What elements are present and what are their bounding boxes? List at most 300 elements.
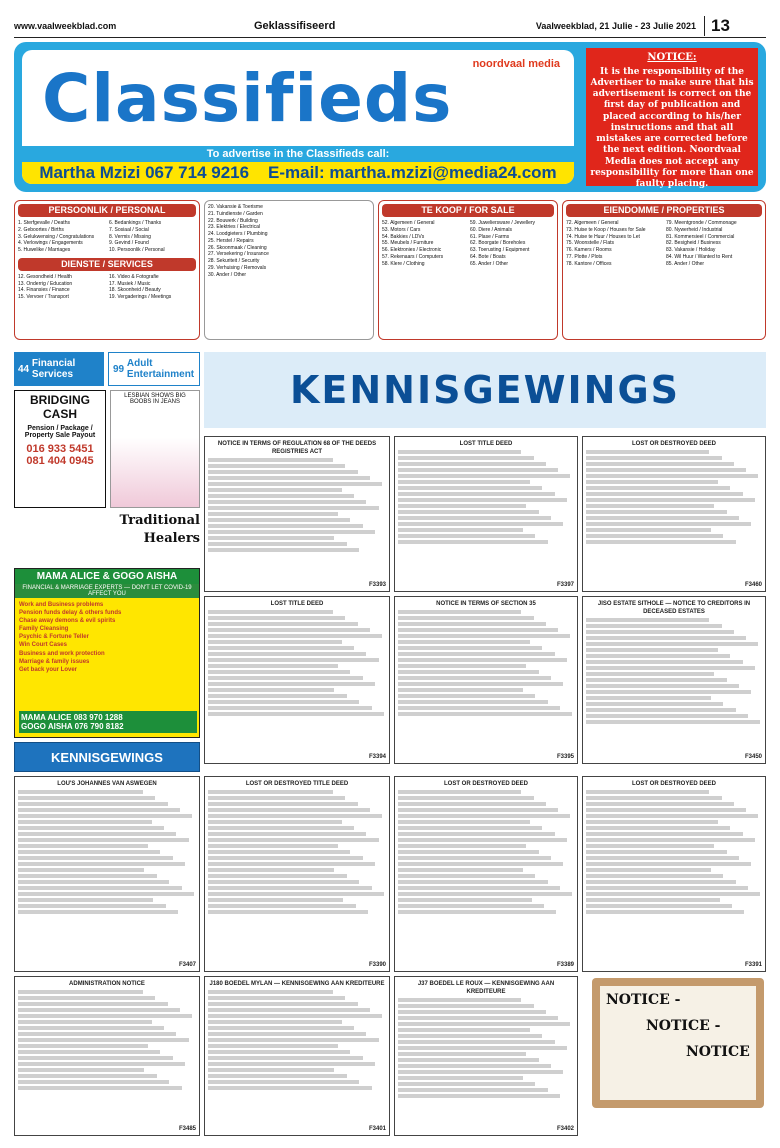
notice-text-line xyxy=(18,1038,189,1042)
notice-text-line xyxy=(18,1008,180,1012)
legal-notice xyxy=(204,436,390,592)
index-item: 72. Algemeen / General xyxy=(566,220,619,226)
notice-text-line xyxy=(18,1032,176,1036)
notice-text-line xyxy=(586,672,714,676)
notice-text-line xyxy=(398,480,530,484)
notice-text-line xyxy=(586,480,718,484)
notice-text-line xyxy=(586,898,720,902)
index-item: 29. Verhuising / Removals xyxy=(208,264,267,271)
index-item: 78. Kantore / Offices xyxy=(566,260,612,267)
financial-services-header[interactable] xyxy=(14,352,104,386)
notice-text-line xyxy=(18,832,176,836)
notice-text-line xyxy=(208,548,359,552)
notice-text-line xyxy=(586,844,714,848)
mama-service-item: Get back your Lover xyxy=(19,666,78,673)
notice-text-line xyxy=(208,524,363,528)
notice-text-line xyxy=(398,1010,546,1014)
notice-text-line xyxy=(586,528,711,532)
notice-text-line xyxy=(398,844,526,848)
notice-text-line xyxy=(586,522,751,526)
index-item: 14. Finansies / Finance xyxy=(18,287,70,294)
index-item: 5. Huwelike / Marriages xyxy=(18,247,71,253)
notice-text-line xyxy=(586,714,748,718)
contact-name[interactable]: Martha Mzizi 067 714 9216 xyxy=(39,163,250,182)
index-properties xyxy=(562,200,766,340)
notice-text-line xyxy=(18,808,180,812)
notice-text-line xyxy=(586,690,751,694)
notice-text-line xyxy=(208,1062,375,1066)
notice-text-line xyxy=(586,814,758,818)
legal-notice xyxy=(394,596,578,764)
notice-heading: J37 BOEDEL LE ROUX — KENNISGEWING AAN KREDITEURE xyxy=(417,981,555,996)
kennisgewings-banner xyxy=(204,352,766,428)
notice-heading: LOST OR DESTROYED DEED xyxy=(631,781,716,787)
notice-text-line xyxy=(208,838,379,842)
notice-text-line xyxy=(398,504,526,508)
mama-services-list xyxy=(15,598,199,677)
notice-text-line xyxy=(208,826,354,830)
notice-text-line xyxy=(398,898,532,902)
notice-text-line xyxy=(398,910,556,914)
notice-text-line xyxy=(586,832,743,836)
notice-text-line xyxy=(18,898,153,902)
notice-reference: F3395 xyxy=(556,753,574,760)
notice-text-line xyxy=(586,474,758,478)
kennisgewings-small-banner: KENNISGEWINGS xyxy=(14,742,200,772)
notice-heading: LOST TITLE DEED xyxy=(270,601,324,607)
notice-text-line xyxy=(208,874,347,878)
notice-text-line xyxy=(18,820,152,824)
notice-text-line xyxy=(208,640,342,644)
notice-text-line xyxy=(398,1028,530,1032)
notice-text-line xyxy=(586,802,734,806)
notice-text-line xyxy=(208,1056,363,1060)
notice-text-line xyxy=(208,796,345,800)
notice-board-illustration xyxy=(592,978,764,1108)
notice-text-line xyxy=(208,844,338,848)
notice-text: It is the responsibility of the Advertiser to make sure that his advertisement is correct on the first day of publication and placed according to his/her instructions and that all mistakes are corrected before the next edition. Noordvaal Media does not accept any responsibility for more than one faulty placing. xyxy=(590,66,754,189)
notice-reference: F3402 xyxy=(556,1125,574,1132)
lesbian-shows-ad[interactable] xyxy=(110,390,200,508)
notice-text-line xyxy=(208,1014,382,1018)
index-item: 24. Loodgieters / Plumbing xyxy=(208,231,268,237)
index-item: 61. Plase / Farms xyxy=(470,233,510,240)
notice-text-line xyxy=(208,658,379,662)
notice-reference: F3450 xyxy=(744,753,762,760)
notice-text-line xyxy=(398,540,548,544)
notice-text-line xyxy=(208,808,370,812)
notice-text-line xyxy=(208,536,334,540)
notice-text-line xyxy=(208,610,333,614)
notice-text-line xyxy=(398,1040,555,1044)
notice-text-line xyxy=(398,1082,535,1086)
index-item: 74. Huise te Huur / Houses to Let xyxy=(566,233,640,240)
notice-text-line xyxy=(586,904,732,908)
notice-heading: ADMINISTRATION NOTICE xyxy=(69,981,145,987)
notice-text-line xyxy=(208,676,363,680)
bridging-cash-ad[interactable] xyxy=(14,390,106,508)
notice-heading: JISO ESTATE SITHOLE — NOTICE TO CREDITORS IN DECEASED ESTATES xyxy=(597,601,751,616)
index-item: 80. Nywerheid / Industrial xyxy=(666,226,723,233)
notice-text-line xyxy=(398,904,544,908)
mama-service-item: Win Court Cases xyxy=(19,642,67,649)
notice-text-line xyxy=(398,874,535,878)
mama-sub: FINANCIAL & MARRIAGE EXPERTS — DON'T LET COVID-19 AFFECT YOU xyxy=(15,584,199,598)
notice-text-line xyxy=(398,706,560,710)
financial-label: Financial Services xyxy=(31,358,76,380)
adult-label: Adult Entertainment xyxy=(126,358,195,380)
bridging-phone-2[interactable]: 081 404 0945 xyxy=(26,455,94,467)
notice-text-line xyxy=(18,826,164,830)
notice-text-line xyxy=(208,1020,342,1024)
notice-text-line xyxy=(18,868,144,872)
notice-board-paper xyxy=(600,986,756,1100)
notice-text-line xyxy=(398,802,546,806)
notice-reference: F3394 xyxy=(368,753,386,760)
notice-text-line xyxy=(18,850,160,854)
notice-text-line xyxy=(18,1080,169,1084)
notice-text-line xyxy=(18,880,169,884)
notice-text-line xyxy=(18,802,168,806)
notice-text-line xyxy=(586,696,711,700)
notice-text-line xyxy=(208,634,382,638)
index-services-title: DIENSTE / SERVICES xyxy=(18,258,196,271)
notice-text-line xyxy=(18,1014,192,1018)
notice-text-line xyxy=(208,518,350,522)
notice-text-line xyxy=(398,688,523,692)
index-item: 75. Woonstelle / Flats xyxy=(566,240,614,247)
notice-text-line xyxy=(398,640,530,644)
notice-text-line xyxy=(398,856,551,860)
nb-line-3: NOTICE xyxy=(686,1044,750,1060)
notice-text-line xyxy=(398,486,542,490)
notice-text-line xyxy=(18,1050,160,1054)
notice-text-line xyxy=(18,1056,173,1060)
notice-text-line xyxy=(586,492,743,496)
notice-text-line xyxy=(586,868,711,872)
legal-notice xyxy=(394,776,578,972)
notice-text-line xyxy=(398,492,555,496)
notice-text-line xyxy=(18,814,192,818)
notice-text-line xyxy=(398,868,523,872)
notice-text-line xyxy=(18,874,157,878)
page-number: 13 xyxy=(704,16,730,36)
index-item: 73. Huise te Koop / Houses for Sale xyxy=(566,226,646,233)
notice-reference: F3397 xyxy=(556,581,574,588)
notice-reference: F3391 xyxy=(744,961,762,968)
index-item: 1. Sterfgevalle / Deaths xyxy=(18,220,70,226)
notice-text-line xyxy=(208,880,359,884)
notice-text-line xyxy=(18,838,189,842)
notice-text-line xyxy=(398,1016,558,1020)
classifieds-banner xyxy=(14,42,766,192)
notice-heading: LOST TITLE DEED xyxy=(459,441,513,447)
mama-service-item: Chase away demons & evil spirits xyxy=(19,618,116,625)
notice-reference: F3389 xyxy=(556,961,574,968)
mama-alice-ad[interactable] xyxy=(14,568,200,738)
index-item: 16. Video & Fotografie xyxy=(109,273,159,280)
nb-line-2: NOTICE - xyxy=(646,1018,721,1034)
notice-heading: LOST OR DESTROYED TITLE DEED xyxy=(245,781,349,787)
notice-text-line xyxy=(18,990,143,994)
notice-text-line xyxy=(398,616,534,620)
notice-text-line xyxy=(208,646,354,650)
notice-text-line xyxy=(208,506,379,510)
classifieds-title: Classifieds xyxy=(42,60,453,137)
notice-text-line xyxy=(586,880,736,884)
mama-service-item: Psychic & Fortune Teller xyxy=(19,634,89,641)
notice-text-line xyxy=(398,462,546,466)
index-item: 7. Sosiaal / Social xyxy=(109,226,149,233)
notice-text-line xyxy=(586,874,723,878)
index-item: 23. Elektries / Electrical xyxy=(208,224,260,231)
index-item: 10. Persoonlik / Personal xyxy=(109,247,165,253)
notice-text-line xyxy=(208,628,370,632)
traditional-healers-header xyxy=(110,512,200,562)
notice-text-line xyxy=(18,1044,148,1048)
adult-entertainment-header[interactable] xyxy=(108,352,200,386)
index-item: 8. Vermis / Missing xyxy=(109,233,151,240)
notice-text-line xyxy=(586,708,736,712)
section-name: Geklassifiseerd xyxy=(254,19,336,32)
legal-notice xyxy=(582,776,766,972)
notice-text-line xyxy=(398,880,548,884)
mama-phone-1[interactable]: MAMA ALICE 083 970 1288 xyxy=(21,713,123,722)
notice-text-line xyxy=(208,868,334,872)
notice-text-line xyxy=(208,542,347,546)
index-item: 58. Klere / Clothing xyxy=(382,260,425,267)
notice-text-line xyxy=(586,540,736,544)
notice-text-line xyxy=(398,712,572,716)
notice-text-line xyxy=(398,468,558,472)
notice-text-line xyxy=(18,1002,168,1006)
advertise-label: To advertise in the Classifieds call: xyxy=(22,146,574,162)
notice-text-line xyxy=(398,998,521,1002)
notice-text-line xyxy=(398,1046,567,1050)
index-item: 76. Kamers / Rooms xyxy=(566,247,612,253)
index-item: 56. Elektronies / Electronic xyxy=(382,247,442,253)
notice-text-line xyxy=(208,996,345,1000)
mama-title: MAMA ALICE & GOGO AISHA xyxy=(15,569,199,584)
notice-text-line xyxy=(398,1022,570,1026)
notice-text-line xyxy=(398,646,542,650)
mama-service-item: Family Cleansing xyxy=(19,626,69,633)
notice-text-line xyxy=(586,630,734,634)
notice-text-line xyxy=(398,694,535,698)
index-item: 62. Boorgate / Boreholes xyxy=(470,240,526,247)
notice-text-line xyxy=(398,622,546,626)
notice-text-line xyxy=(208,820,342,824)
nb-line-1: NOTICE - xyxy=(606,992,681,1008)
notice-text-line xyxy=(208,1008,370,1012)
notice-text-line xyxy=(398,862,563,866)
notice-text-line xyxy=(208,886,372,890)
notice-text-line xyxy=(208,898,343,902)
notice-heading: LOST OR DESTROYED DEED xyxy=(443,781,528,787)
mama-phone-2[interactable]: GOGO AISHA 076 790 8182 xyxy=(21,722,124,731)
index-item: 22. Bouwerk / Building xyxy=(208,217,258,224)
notice-text-line xyxy=(398,534,535,538)
index-item: 18. Skoonheid / Beauty xyxy=(109,287,161,294)
notice-text-line xyxy=(398,1052,526,1056)
index-item: 20. Vakansie & Toerisme xyxy=(208,204,263,210)
site-url[interactable]: www.vaalweekblad.com xyxy=(14,20,117,31)
notice-text-line xyxy=(398,682,563,686)
notice-text-line xyxy=(586,654,730,658)
legal-notice xyxy=(582,436,766,592)
notice-text-line xyxy=(586,826,730,830)
notice-text-line xyxy=(398,1094,560,1098)
notice-text-line xyxy=(586,838,755,842)
legal-notice xyxy=(14,976,200,1136)
notice-heading: LOU'S JOHANNES VAN ASWEGEN xyxy=(57,781,157,787)
notice-text-line xyxy=(208,904,356,908)
notice-text-line xyxy=(398,820,530,824)
index-item: 81. Kommersieel / Commercial xyxy=(666,233,735,240)
legal-notice xyxy=(14,776,200,972)
index-personal xyxy=(14,200,200,340)
notice-text-line xyxy=(398,670,539,674)
brand-logo: noordvaal media xyxy=(472,58,560,70)
notice-text-line xyxy=(208,482,382,486)
category-headers xyxy=(14,352,200,386)
notice-text-line xyxy=(208,706,372,710)
notice-text-line xyxy=(208,1068,334,1072)
notice-text-line xyxy=(208,832,366,836)
index-item: 59. Juweliersware / Jewellery xyxy=(470,220,536,226)
mama-service-item: Marriage & family issues xyxy=(19,658,90,665)
notice-text-line xyxy=(208,494,354,498)
notice-text-line xyxy=(586,666,755,670)
index-item: 63. Toerusting / Equipment xyxy=(470,247,530,253)
notice-text-line xyxy=(208,688,334,692)
notice-text-line xyxy=(18,796,155,800)
notice-text-line xyxy=(398,522,563,526)
notice-text-line xyxy=(398,1004,534,1008)
notice-text-line xyxy=(586,796,722,800)
index-item: 13. Onderrig / Education xyxy=(18,280,73,287)
contact-line xyxy=(22,162,574,184)
banner-inner xyxy=(22,50,574,184)
index-item: 26. Skoonmaak / Cleaning xyxy=(208,244,267,251)
legal-notice xyxy=(582,596,766,764)
notice-text-line xyxy=(586,648,718,652)
bridging-phone-1[interactable]: 016 933 5451 xyxy=(26,443,94,455)
index-item: 79. Meentgronde / Commonage xyxy=(666,220,737,226)
notice-heading: J180 BOEDEL MYLAN — KENNISGEWING AAN KREDITEURE xyxy=(209,981,385,987)
notice-text-line xyxy=(398,450,521,454)
notice-text-line xyxy=(18,1068,144,1072)
notice-text-line xyxy=(208,1086,372,1090)
notice-text-line xyxy=(586,720,760,724)
notice-text-line xyxy=(18,904,166,908)
notice-text-line xyxy=(398,790,521,794)
notice-text-line xyxy=(398,634,570,638)
notice-title: NOTICE: xyxy=(647,52,697,63)
index-item: 52. Algemeen / General xyxy=(382,220,435,226)
notice-text-line xyxy=(398,1058,539,1062)
notice-text-line xyxy=(586,808,746,812)
notice-text-line xyxy=(398,498,567,502)
notice-text-line xyxy=(208,862,375,866)
notice-text-line xyxy=(398,808,558,812)
notice-text-line xyxy=(586,820,718,824)
notice-text-line xyxy=(18,844,148,848)
notice-text-line xyxy=(586,862,751,866)
notice-text-line xyxy=(398,826,542,830)
notice-text-line xyxy=(208,1032,366,1036)
notice-reference: F3460 xyxy=(744,581,762,588)
notice-text-line xyxy=(18,1020,152,1024)
mama-phones xyxy=(19,711,197,733)
notice-reference: F3393 xyxy=(368,581,386,588)
contact-email[interactable]: E-mail: martha.mzizi@media24.com xyxy=(268,163,557,182)
index-item: 54. Bakkies / LDVs xyxy=(382,233,425,240)
notice-text-line xyxy=(586,790,709,794)
notice-text-line xyxy=(398,664,526,668)
notice-text-line xyxy=(18,1074,157,1078)
notice-text-line xyxy=(398,676,551,680)
mama-service-item: Pension funds delay & others funds xyxy=(19,610,122,617)
notice-text-line xyxy=(586,678,727,682)
mama-service-item: Business and work protection xyxy=(19,650,105,657)
index-item: 6. Bedankings / Thanks xyxy=(109,220,162,226)
notice-text-line xyxy=(398,892,572,896)
notice-text-line xyxy=(18,1086,182,1090)
index-item: 21. Tuindienste / Garden xyxy=(208,210,263,217)
notice-text-line xyxy=(398,528,523,532)
notice-heading: NOTICE IN TERMS OF SECTION 35 xyxy=(436,601,536,607)
notice-text-line xyxy=(208,1044,338,1048)
notice-text-line xyxy=(398,832,555,836)
notice-text-line xyxy=(398,658,567,662)
notice-text-line xyxy=(18,790,143,794)
notice-text-line xyxy=(586,886,748,890)
index-personal-title: PERSOONLIK / PERSONAL xyxy=(18,204,196,217)
advertiser-notice xyxy=(586,48,758,189)
index-item: 84. Wil Huur / Wanted to Rent xyxy=(666,253,733,260)
notice-text-line xyxy=(208,700,359,704)
index-item: 2. Geboortes / Births xyxy=(18,226,64,233)
adult-number: 99 xyxy=(113,363,125,375)
notice-text-line xyxy=(586,450,709,454)
notice-text-line xyxy=(398,1064,551,1068)
index-item: 83. Vakansie / Holiday xyxy=(666,247,716,253)
index-item: 9. Gevind / Found xyxy=(109,240,149,247)
notice-text-line xyxy=(586,456,722,460)
notice-text-line xyxy=(18,1062,185,1066)
notice-text-line xyxy=(398,456,534,460)
notice-text-line xyxy=(398,628,558,632)
notice-text-line xyxy=(398,850,539,854)
notice-heading: NOTICE IN TERMS OF REGULATION 68 OF THE DEEDS REGISTRIES ACT xyxy=(217,441,377,456)
notice-text-line xyxy=(18,862,185,866)
notice-text-line xyxy=(586,910,744,914)
index-for-sale xyxy=(378,200,558,340)
notice-text-line xyxy=(586,642,758,646)
index-item: 53. Motors / Cars xyxy=(382,226,421,233)
notice-text-line xyxy=(208,856,363,860)
notice-text-line xyxy=(208,850,350,854)
bridging-title: BRIDGING CASH xyxy=(30,393,90,421)
index-item: 27. Versekering / Insurance xyxy=(208,251,269,258)
notice-text-line xyxy=(586,636,746,640)
notice-text-line xyxy=(398,838,567,842)
notice-text-line xyxy=(18,886,182,890)
bridging-sub: Pension / Package / Property Sale Payout xyxy=(24,425,96,439)
notice-text-line xyxy=(398,700,548,704)
notice-text-line xyxy=(18,856,173,860)
